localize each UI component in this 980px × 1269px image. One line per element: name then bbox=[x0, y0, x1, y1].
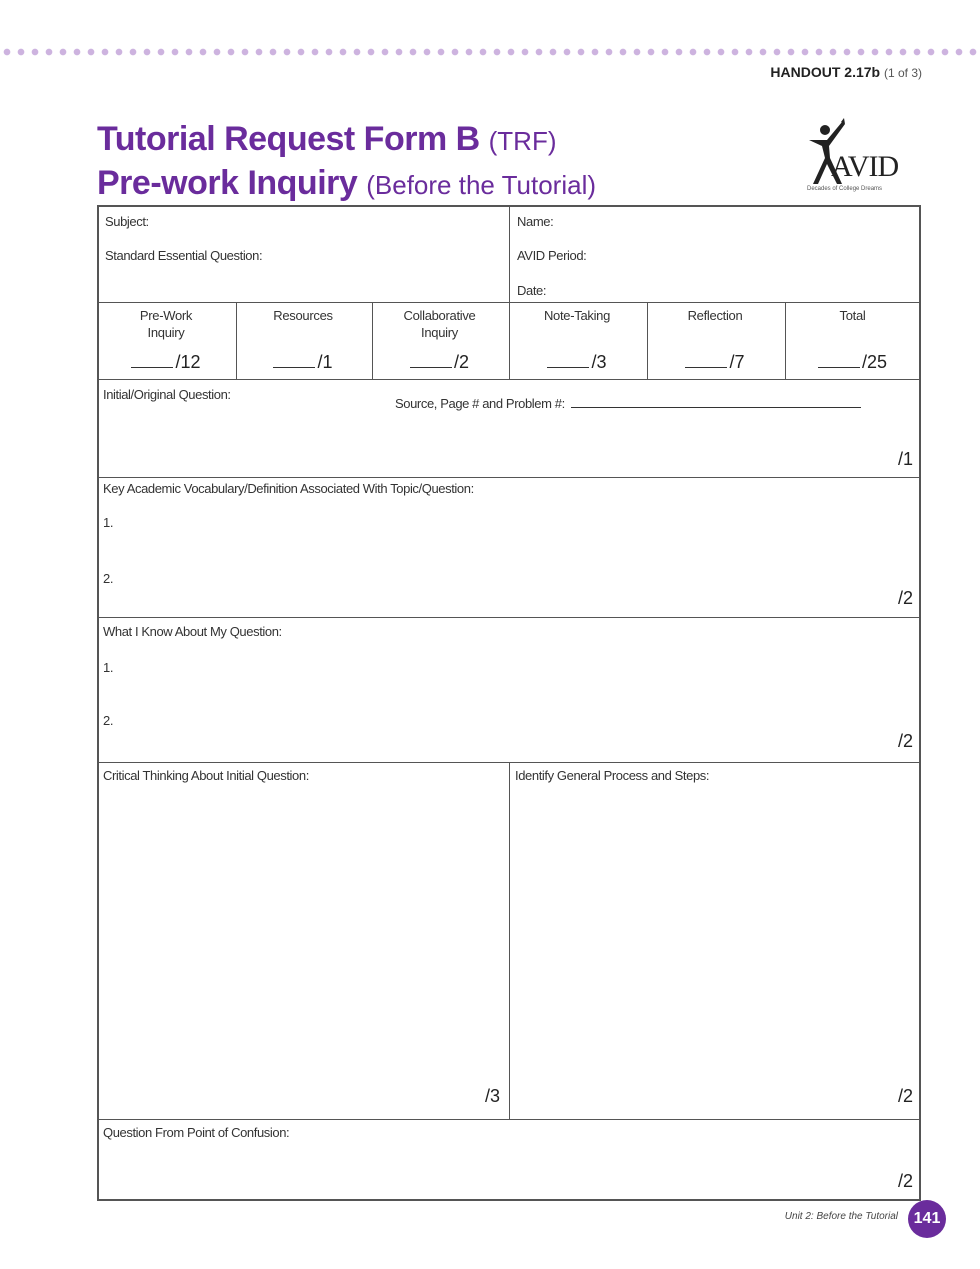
page-title bbox=[97, 118, 596, 206]
initial-question-field[interactable]: Initial/Original Question: bbox=[103, 387, 231, 402]
date-field[interactable]: Date: bbox=[517, 283, 547, 298]
confusion-field[interactable]: Question From Point of Confusion: bbox=[103, 1125, 290, 1140]
what-i-know-field[interactable]: What I Know About My Question: bbox=[103, 624, 282, 639]
general-process-field[interactable]: Identify General Process and Steps: bbox=[515, 768, 710, 783]
dotted-border bbox=[0, 46, 980, 58]
subject-field[interactable]: Subject: bbox=[105, 214, 149, 229]
divider bbox=[509, 762, 510, 1119]
score-value[interactable]: /25 bbox=[784, 352, 921, 373]
handout-label bbox=[770, 64, 922, 80]
score-label: Reflection bbox=[687, 308, 743, 323]
confusion-points: /2 bbox=[897, 1171, 913, 1191]
initial-question-points: /1 bbox=[897, 449, 913, 469]
title-line-1 bbox=[97, 118, 596, 162]
critical-thinking-field[interactable]: Critical Thinking About Initial Question: bbox=[103, 768, 309, 783]
score-label: Resources bbox=[273, 308, 333, 323]
score-label: Pre-Work Inquiry bbox=[139, 308, 193, 340]
subtitle-main: Pre-work Inquiry bbox=[97, 164, 358, 202]
score-value[interactable]: /7 bbox=[646, 352, 784, 373]
general-process-points: /2 bbox=[897, 1086, 913, 1106]
what-i-know-points: /2 bbox=[897, 731, 913, 751]
period-field[interactable]: AVID Period: bbox=[517, 248, 587, 263]
avid-logo bbox=[805, 118, 925, 198]
handout-number: HANDOUT 2.17b bbox=[770, 64, 881, 80]
score-label: Total bbox=[839, 308, 866, 323]
logo-tagline: Decades of College Dreams bbox=[807, 186, 883, 192]
title-sub: (TRF) bbox=[488, 126, 557, 156]
score-value[interactable]: /12 bbox=[97, 352, 235, 373]
score-label: Collaborative Inquiry bbox=[403, 308, 476, 340]
vocabulary-points: /2 bbox=[897, 588, 913, 608]
subtitle-sub: (Before the Tutorial) bbox=[366, 170, 597, 200]
essential-question-field[interactable]: Standard Essential Question: bbox=[105, 248, 263, 263]
source-field[interactable]: Source, Page # and Problem #: bbox=[395, 395, 861, 411]
divider bbox=[99, 477, 919, 478]
score-value[interactable]: /1 bbox=[235, 352, 371, 373]
score-value[interactable]: /3 bbox=[508, 352, 646, 373]
title-line-2 bbox=[97, 162, 596, 206]
vocabulary-field[interactable]: Key Academic Vocabulary/Definition Associated With Topic/Question: bbox=[103, 481, 474, 496]
name-field[interactable]: Name: bbox=[517, 214, 554, 229]
handout-page: (1 of 3) bbox=[883, 66, 922, 80]
score-label: Note-Taking bbox=[543, 308, 611, 323]
logo-text: AVID bbox=[831, 150, 899, 183]
divider bbox=[99, 1119, 919, 1120]
title-main: Tutorial Request Form B bbox=[97, 120, 480, 158]
what-i-know-item-2[interactable]: 2. bbox=[103, 713, 114, 728]
vocabulary-item-1[interactable]: 1. bbox=[103, 515, 114, 530]
score-value[interactable]: /2 bbox=[371, 352, 508, 373]
critical-thinking-points: /3 bbox=[485, 1086, 501, 1106]
divider bbox=[99, 617, 919, 618]
footer-unit: Unit 2: Before the Tutorial bbox=[784, 1211, 898, 1222]
divider bbox=[99, 379, 919, 380]
vocabulary-item-2[interactable]: 2. bbox=[103, 571, 114, 586]
what-i-know-item-1[interactable]: 1. bbox=[103, 660, 114, 675]
page-number: 141 bbox=[908, 1200, 946, 1238]
